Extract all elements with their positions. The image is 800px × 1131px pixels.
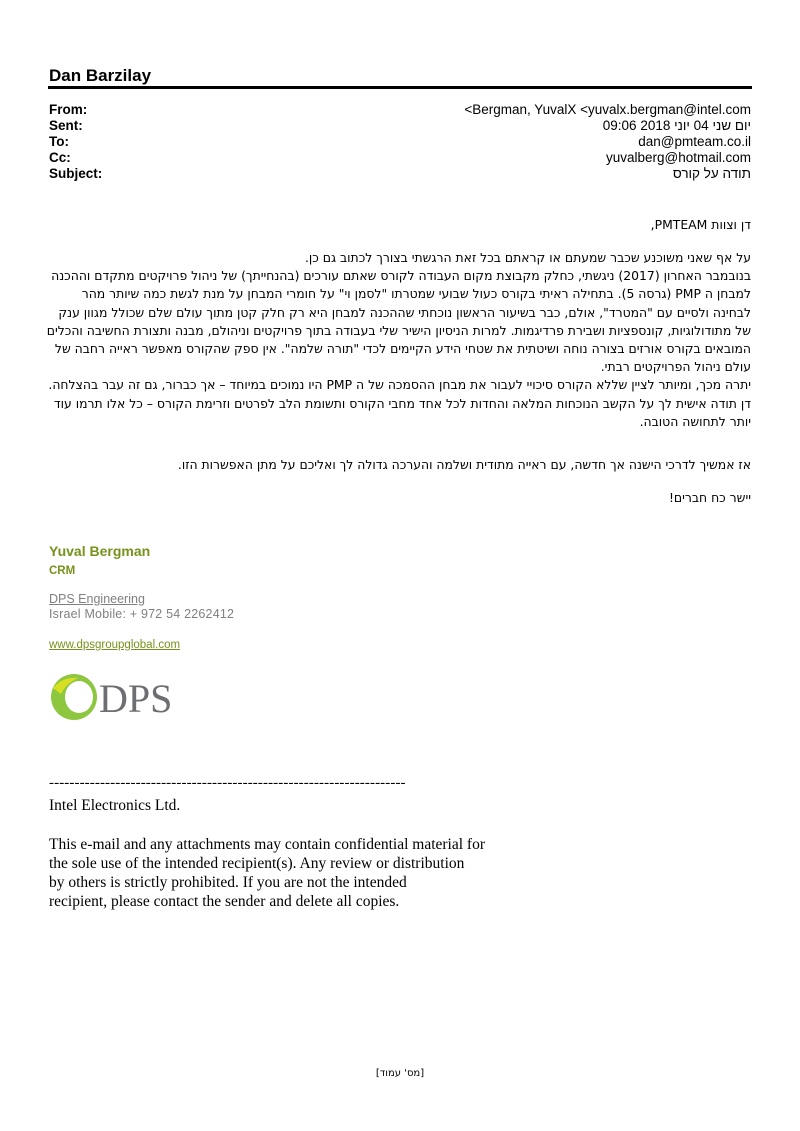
signature-website-link[interactable]: www.dpsgroupglobal.com (49, 639, 181, 651)
body-paragraph: על אף שאני משוכנע שכבר שמעתם או קראתם בכל זאת הרגשתי בצורך לכתוב גם כן. (304, 250, 751, 265)
email-body-conclusion: אז אמשיך לדרכי הישנה אך חדשה, עם ראייה מתודית ושלמה והערכה גדולה לך ואליכם על מתן האפשרות הזו. (177, 457, 751, 472)
to-label: To: (49, 134, 69, 149)
signature-name: Yuval Bergman (49, 543, 151, 559)
from-label: From: (49, 102, 88, 117)
cc-label: Cc: (49, 150, 71, 165)
body-paragraph: יתרה מכך, ומיותר לציין שללא הקורס סיכויי לעבור את מבחן ההסמכה של ה PMP היו נמוכים במיוחד – אך כברור, גם זה עבר בהצלחה. (48, 377, 751, 393)
disclaimer-line: recipient, please contact the sender and delete all copies. (49, 893, 400, 910)
page-number: [מס' עמוד] (375, 1068, 425, 1079)
dps-logo-text: DPS (99, 676, 173, 721)
footer-separator: ---------------------------------------------------------------------- (49, 775, 406, 791)
dps-logo-mark (49, 668, 189, 726)
body-paragraph: דן תודה אישית לך על הקשב הנוכחות המלאה והחדות לכל אחד מחבי הקורס ותשומת הלב לפרטים וזרימת הקורס – כל אלו תרמו עוד יותר לתחושה הטובה. (53, 395, 751, 429)
to-value: dan@pmteam.co.il (638, 134, 751, 149)
subject-label: Subject: (49, 166, 103, 181)
mailbox-owner-name: Dan Barzilay (49, 66, 152, 85)
signature-company-link[interactable]: DPS Engineering (49, 592, 145, 606)
cc-row (49, 150, 751, 166)
cc-value: yuvalberg@hotmail.com (605, 150, 751, 165)
disclaimer-line: the sole use of the intended recipient(s). Any review or distribution (49, 855, 465, 872)
email-body (40, 249, 751, 431)
subject-row (49, 166, 751, 182)
footer-company: Intel Electronics Ltd. (49, 797, 181, 814)
subject-value: תודה על קורס (672, 166, 751, 181)
to-row (49, 134, 751, 150)
disclaimer-line: This e-mail and any attachments may contain confidential material for (49, 836, 485, 853)
signature-role: CRM (49, 565, 76, 577)
signature-mobile: Israel Mobile: + 972 54 2262412 (49, 607, 235, 621)
disclaimer-line: by others is strictly prohibited. If you are not the intended (49, 874, 407, 891)
sent-row (49, 118, 751, 134)
header-divider (48, 86, 752, 89)
dps-logo (49, 668, 189, 726)
sent-value: יום שני 04 יוני 2018 09:06 (602, 118, 751, 133)
from-value: <Bergman, YuvalX <yuvalx.bergman@intel.com (464, 102, 751, 117)
from-row (49, 102, 751, 118)
email-greeting: דן וצוות PMTEAM, (650, 217, 751, 232)
body-paragraph: בנובמבר האחרון (2017) ניגשתי, כחלק מקבוצת מקום העבודה לקורס שאתם עורכים (בהנחייתך) של ניהול פרויקטים מתקדם וההכנה למבחן ה PMP (גרסה 5). בתחילה ראיתי בקורס כעול שבועי שמטרתו "לסמן וי" על חומרי המבחן על מנת לגשת כמה שיותר מהר לבחינה ולסיים עם "המטרד", אולם, כבר בשיעור הראשון נוכחתי שההכנה למבחן היא רק חלק קטן מתוך עולם שלם שכולל מגוון ענק של מתודולוגיות, קונספציות ושבירת פרדיגמות. למרות הניסיון הישיר שלי בעבודה בתוך פרויקטים וניהולם, מבנה ותצורת החשיבה והכלים המובאים בקורס אורזים בצורה נוחה ושיטתית את שטחי הידע הקיימים לכדי "תורה שלמה". אין ספק שהקורס מאפשר ראייה רחבה של עולם ניהול הפרויקטים רבתי. (46, 268, 751, 375)
sent-label: Sent: (49, 118, 83, 133)
email-closing: יישר כח חברים! (668, 490, 751, 505)
